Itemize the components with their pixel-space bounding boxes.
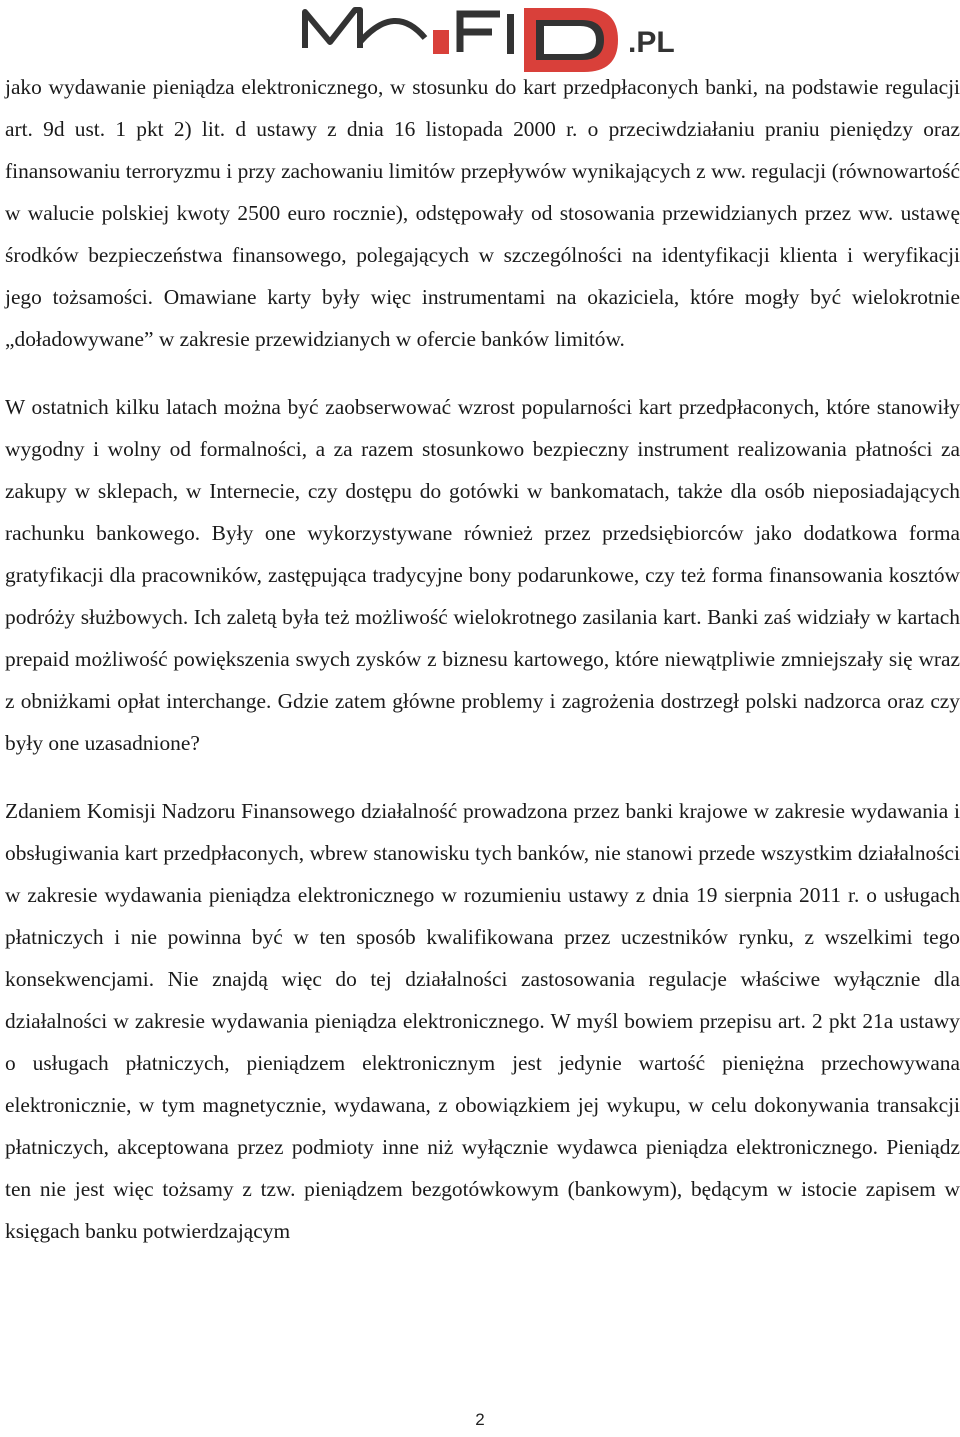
mifid-logo [300,0,660,75]
paragraph-1: jako wydawanie pieniądza elektronicznego, w stosunku do kart przedpłaconych banki, na podstawie regulacji art. 9d ust. 1 pkt 2) lit. d ustawy z dnia 16 listopada 2000 r. o przeciwdziałaniu praniu pieniędzy oraz finansowaniu terroryzmu i przy zachowaniu limitów przepływów wynikających z ww. regulacji (równowartość w walucie polskiej kwoty 2500 euro rocznie), odstępowały od stosowania przewidzianych przez ww. ustawę środków bezpieczeństwa finansowego, polegających w szczególności na identyfikacji klienta i weryfikacji jego tożsamości. Omawiane karty były więc instrumentami na okaziciela, które mogły być wielokrotnie „doładowywane” w zakresie przewidzianych w ofercie banków limitów. [5,75,960,351]
mifid-logo-mark [300,0,660,75]
logo-suffix: .PL [628,26,675,59]
paragraph-3: Zdaniem Komisji Nadzoru Finansowego działalność prowadzona przez banki krajowe w zakresie wydawania i obsługiwania kart przedpłaconych, wbrew stanowisku tych banków, nie stanowi przede wszystkim działalności w zakresie wydawania pieniądza elektronicznego w rozumieniu ustawy z dnia 19 sierpnia 2011 r. o usługach płatniczych i nie powinna być w ten sposób kwalifikowana przez uczestników rynku, z wszelkimi tego konsekwencjami. Nie znajdą więc do tej działalności zastosowania regulacje właściwe wyłącznie dla działalności w zakresie wydawania pieniądza elektronicznego. W myśl bowiem przepisu art. 2 pkt 21a ustawy o usługach płatniczych, pieniądzem elektronicznym jest jedynie wartość pieniężna przechowywana elektronicznie, w tym magnetycznie, wydawana, z obowiązkiem jej wykupu, w celu dokonywania transakcji płatniczych, akceptowana przez podmioty inne niż wyłącznie wydawca pieniądza elektronicznego. Pieniądz ten nie jest więc tożsamy z tzw. pieniądzem bezgotówkowym (bankowym), będącym w istocie zapisem w księgach banku potwierdzającym [5,799,960,1243]
document-body [5,66,960,1252]
page-number: 2 [475,1410,485,1429]
paragraph-2: W ostatnich kilku latach można być zaobserwować wzrost popularności kart przedpłaconych, które stanowiły wygodny i wolny od formalności, a za razem stosunkowo bezpieczny instrument realizowania płatności za zakupy w sklepach, w Internecie, czy dostępu do gotówki w bankomatach, także dla osób nieposiadających rachunku bankowego. Były one wykorzystywane również przez przedsiębiorców jako dodatkowa forma gratyfikacji dla pracowników, zastępująca tradycyjne bony podarunkowe, czy też forma finansowania kosztów podróży służbowych. Ich zaletą była też możliwość wielokrotnego zasilania kart. Banki zaś widziały w kartach prepaid możliwość powiększenia swych zysków z biznesu kartowego, które niewątpliwie zmniejszały się wraz z obniżkami opłat interchange. Gdzie zatem główne problemy i zagrożenia dostrzegł polski nadzorca oraz czy były one uzasadnione? [5,395,960,755]
